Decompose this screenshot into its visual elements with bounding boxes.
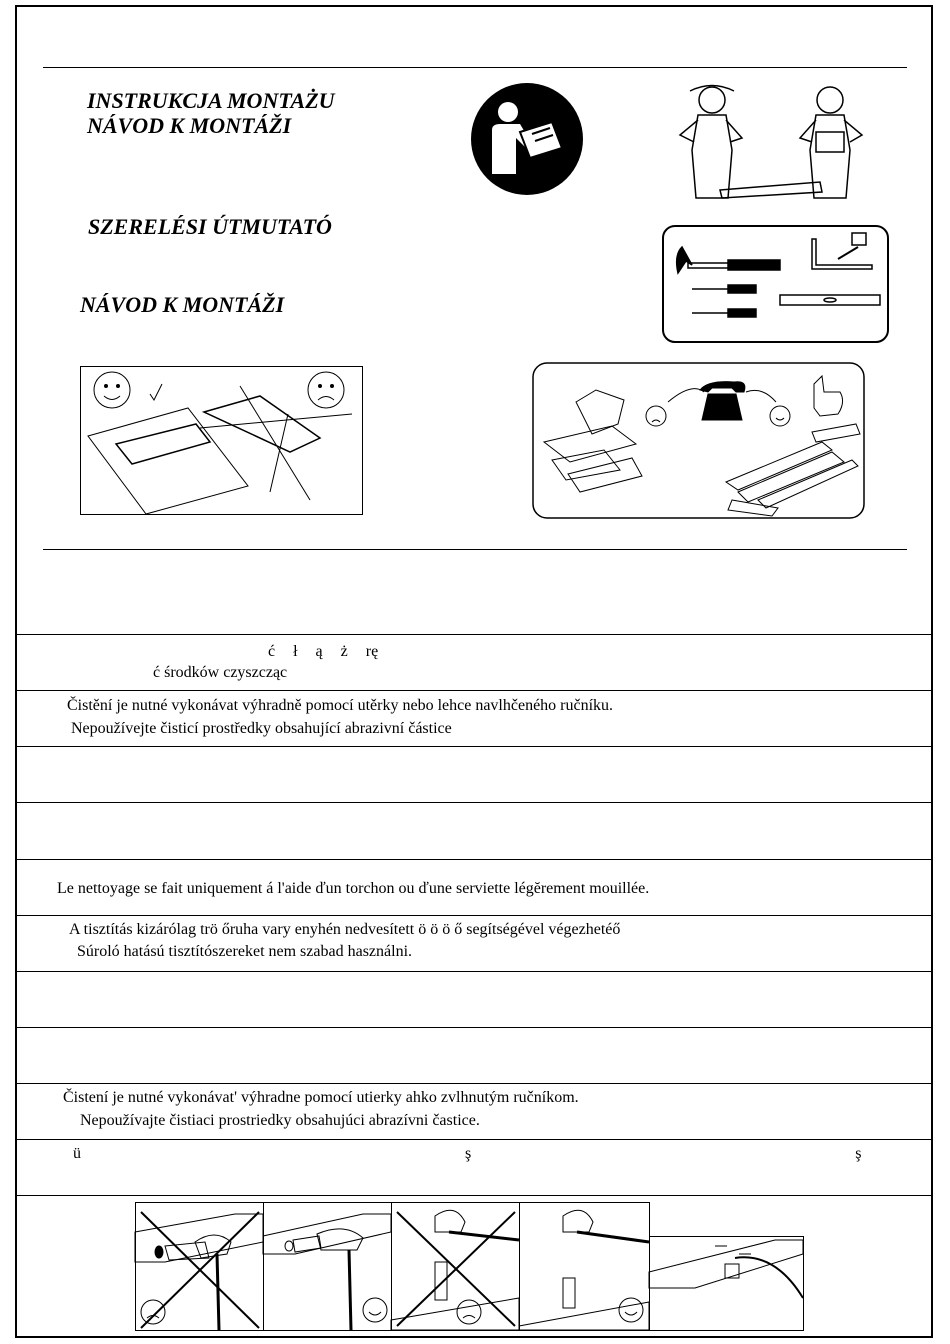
hammer-correct-1-icon: [263, 1203, 392, 1331]
title-hungarian: SZERELÉSI ÚTMUTATÓ: [88, 214, 332, 239]
hammer-wrong-1-icon: [135, 1203, 264, 1331]
hammer-illustrations: [135, 1202, 805, 1332]
cleaning-text-hu-2: Súroló hatású tisztítószereket nem szabad használni.: [77, 943, 413, 960]
cleaning-text-pl-2: ć środków czyszcząc: [153, 664, 288, 681]
cleaning-text-cz-2: Nepoužívejte čisticí prostředky obsahující abrazivní částice: [71, 720, 452, 737]
row-illustrations: [15, 1195, 933, 1196]
hammer-correct-2-icon: [519, 1203, 650, 1331]
top-divider: [43, 67, 907, 68]
cleaning-text-sk-2: Nepoužívajte čistiaci prostriedky obsahujúci abrazívni častice.: [80, 1112, 480, 1129]
title-czech: NÁVOD K MONTÁŽI: [87, 113, 292, 138]
row-empty-3: [15, 971, 933, 1027]
cleaning-text-fr-1: Le nettoyage se fait uniquement á l'aide ďun torchon ou ďune serviette légĕrement mouillée.: [57, 880, 650, 897]
cleaning-text-pl-1: ć ł ą ż rę: [268, 643, 379, 660]
header-divider: [43, 549, 907, 550]
soft-surface-icon: [80, 366, 364, 516]
hammer-edge-icon: [649, 1237, 804, 1331]
row-empty-4: [15, 1027, 933, 1083]
tools-icon: [662, 225, 890, 345]
two-person-assembly-icon: [672, 80, 882, 200]
title-polish: INSTRUKCJA MONTAŻU: [87, 88, 335, 113]
cleaning-text-hu-1: A tisztítás kizárólag trö őruha vary enyhén nedvesített ö ö ö ő segítségével végezhetéő: [69, 921, 621, 938]
read-instructions-icon: [470, 82, 584, 196]
hammer-wrong-2-icon: [391, 1203, 520, 1331]
phone-service-icon: [532, 362, 866, 520]
row-empty-2: [15, 802, 933, 859]
title-slovak: NÁVOD K MONTÁŽI: [80, 292, 285, 317]
cleaning-text-cz-1: Čistění je nutné vykonávat výhradně pomocí utěrky nebo lehce navlhčeného ručníku.: [67, 697, 614, 714]
cleaning-text-tr-1: ü ş ş: [73, 1145, 862, 1162]
row-empty-1: [15, 746, 933, 802]
cleaning-text-sk-1: Čistení je nutné vykonávat' výhradne pomocí utierky ahko zvlhnutým ručníkom.: [63, 1089, 579, 1106]
